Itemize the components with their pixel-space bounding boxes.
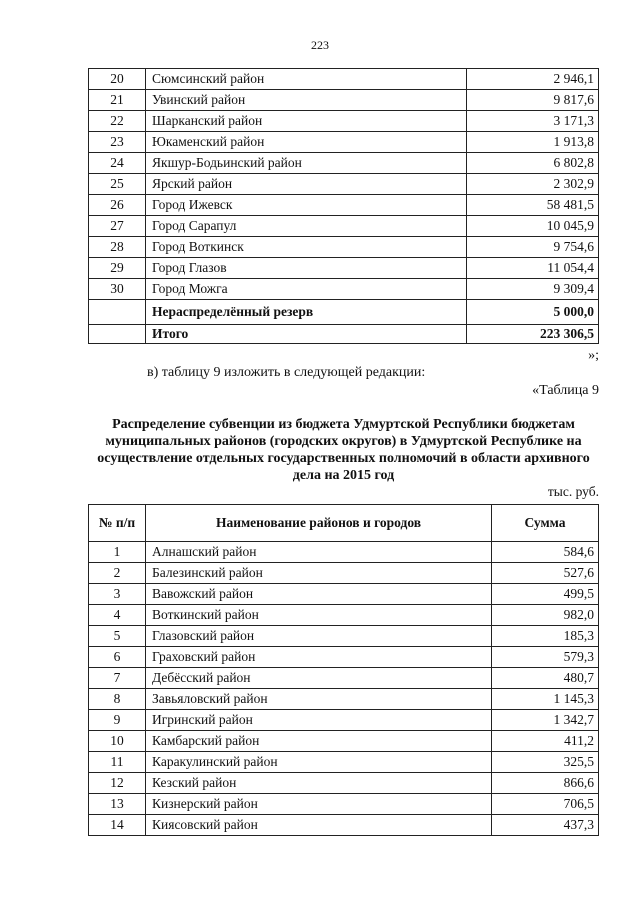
instruction-text: в) таблицу 9 изложить в следующей редакции: xyxy=(147,365,426,380)
amount-value: 3 171,3 xyxy=(467,111,599,132)
table-row xyxy=(89,773,599,794)
amount-value: 437,3 xyxy=(492,815,599,836)
closing-quote: »; xyxy=(588,348,599,363)
district-name: Вавожский район xyxy=(146,584,492,605)
row-number: 7 xyxy=(89,668,146,689)
header-num: № п/п xyxy=(89,505,146,542)
table-row xyxy=(89,153,599,174)
amount-value: 480,7 xyxy=(492,668,599,689)
row-number: 5 xyxy=(89,626,146,647)
district-name: Сюмсинский район xyxy=(146,69,467,90)
district-name: Воткинский район xyxy=(146,605,492,626)
district-name: Кезский район xyxy=(146,773,492,794)
amount-value: 9 309,4 xyxy=(467,279,599,300)
row-number: 20 xyxy=(89,69,146,90)
amount-value: 185,3 xyxy=(492,626,599,647)
row-number: 21 xyxy=(89,90,146,111)
district-name: Граховский район xyxy=(146,647,492,668)
amount-value: 982,0 xyxy=(492,605,599,626)
table-row xyxy=(89,216,599,237)
table-row xyxy=(89,258,599,279)
table-row xyxy=(89,752,599,773)
district-name: Завьяловский район xyxy=(146,689,492,710)
table-row xyxy=(89,794,599,815)
district-name: Алнашский район xyxy=(146,542,492,563)
table-row xyxy=(89,111,599,132)
amount-value: 584,6 xyxy=(492,542,599,563)
header-row xyxy=(89,505,599,542)
total-value: 223 306,5 xyxy=(467,325,599,344)
table-row xyxy=(89,279,599,300)
amount-value: 866,6 xyxy=(492,773,599,794)
table-row xyxy=(89,689,599,710)
table-row xyxy=(89,237,599,258)
row-number: 13 xyxy=(89,794,146,815)
table-row xyxy=(89,647,599,668)
district-name: Каракулинский район xyxy=(146,752,492,773)
total-label: Итого xyxy=(146,325,467,344)
row-number: 27 xyxy=(89,216,146,237)
table-row xyxy=(89,626,599,647)
table-row xyxy=(89,668,599,689)
amount-value: 11 054,4 xyxy=(467,258,599,279)
table-row xyxy=(89,69,599,90)
amount-value: 6 802,8 xyxy=(467,153,599,174)
subsidy-table-continued xyxy=(88,68,599,344)
row-number: 28 xyxy=(89,237,146,258)
row-number: 9 xyxy=(89,710,146,731)
amount-value: 10 045,9 xyxy=(467,216,599,237)
amount-value: 325,5 xyxy=(492,752,599,773)
table-row xyxy=(89,195,599,216)
district-name: Шарканский район xyxy=(146,111,467,132)
row-number: 1 xyxy=(89,542,146,563)
district-name: Балезинский район xyxy=(146,563,492,584)
amount-value: 9 817,6 xyxy=(467,90,599,111)
table-row xyxy=(89,174,599,195)
row-number: 8 xyxy=(89,689,146,710)
district-name: Город Можга xyxy=(146,279,467,300)
row-number: 6 xyxy=(89,647,146,668)
table-row xyxy=(89,542,599,563)
amount-value: 1 342,7 xyxy=(492,710,599,731)
district-name: Глазовский район xyxy=(146,626,492,647)
district-name: Камбарский район xyxy=(146,731,492,752)
table-heading: Распределение субвенции из бюджета Удмуртской Республики бюджетам муниципальных районов (городских округов) в Удмуртской Республике на осуществление отдельных государственных полномочий в области архивного дела на 2015 год xyxy=(97,417,590,483)
row-number: 26 xyxy=(89,195,146,216)
district-name: Юкаменский район xyxy=(146,132,467,153)
row-number: 4 xyxy=(89,605,146,626)
row-number: 23 xyxy=(89,132,146,153)
reserve-row xyxy=(89,300,599,325)
header-value: Сумма xyxy=(492,505,599,542)
district-name: Ярский район xyxy=(146,174,467,195)
district-name: Увинский район xyxy=(146,90,467,111)
table-row xyxy=(89,731,599,752)
amount-value: 2 946,1 xyxy=(467,69,599,90)
row-number: 24 xyxy=(89,153,146,174)
reserve-value: 5 000,0 xyxy=(467,300,599,325)
total-row xyxy=(89,325,599,344)
district-name: Город Сарапул xyxy=(146,216,467,237)
header-name: Наименование районов и городов xyxy=(146,505,492,542)
amount-value: 527,6 xyxy=(492,563,599,584)
table-row xyxy=(89,815,599,836)
row-number: 12 xyxy=(89,773,146,794)
table-row xyxy=(89,584,599,605)
amount-value: 58 481,5 xyxy=(467,195,599,216)
table-row xyxy=(89,132,599,153)
amount-value: 499,5 xyxy=(492,584,599,605)
row-number: 2 xyxy=(89,563,146,584)
amount-value: 1 145,3 xyxy=(492,689,599,710)
district-name: Город Глазов xyxy=(146,258,467,279)
row-number: 30 xyxy=(89,279,146,300)
district-name: Кизнерский район xyxy=(146,794,492,815)
row-number: 11 xyxy=(89,752,146,773)
amount-value: 2 302,9 xyxy=(467,174,599,195)
units-label: тыс. руб. xyxy=(547,484,599,499)
row-number: 29 xyxy=(89,258,146,279)
table-row xyxy=(89,563,599,584)
amount-value: 579,3 xyxy=(492,647,599,668)
row-number: 3 xyxy=(89,584,146,605)
district-name: Город Воткинск xyxy=(146,237,467,258)
amount-value: 9 754,6 xyxy=(467,237,599,258)
amount-value: 706,5 xyxy=(492,794,599,815)
page-number: 223 xyxy=(311,38,329,52)
district-name: Город Ижевск xyxy=(146,195,467,216)
table-row xyxy=(89,710,599,731)
amount-value: 411,2 xyxy=(492,731,599,752)
reserve-label: Нераспределённый резерв xyxy=(146,300,467,325)
table-label: «Таблица 9 xyxy=(532,383,599,398)
row-number: 22 xyxy=(89,111,146,132)
district-name: Дебёсский район xyxy=(146,668,492,689)
row-number: 25 xyxy=(89,174,146,195)
table-row xyxy=(89,90,599,111)
district-name: Игринский район xyxy=(146,710,492,731)
district-name: Киясовский район xyxy=(146,815,492,836)
row-number: 10 xyxy=(89,731,146,752)
table-row xyxy=(89,605,599,626)
amount-value: 1 913,8 xyxy=(467,132,599,153)
row-number: 14 xyxy=(89,815,146,836)
district-name: Якшур-Бодьинский район xyxy=(146,153,467,174)
archive-subsidy-table xyxy=(88,504,599,836)
